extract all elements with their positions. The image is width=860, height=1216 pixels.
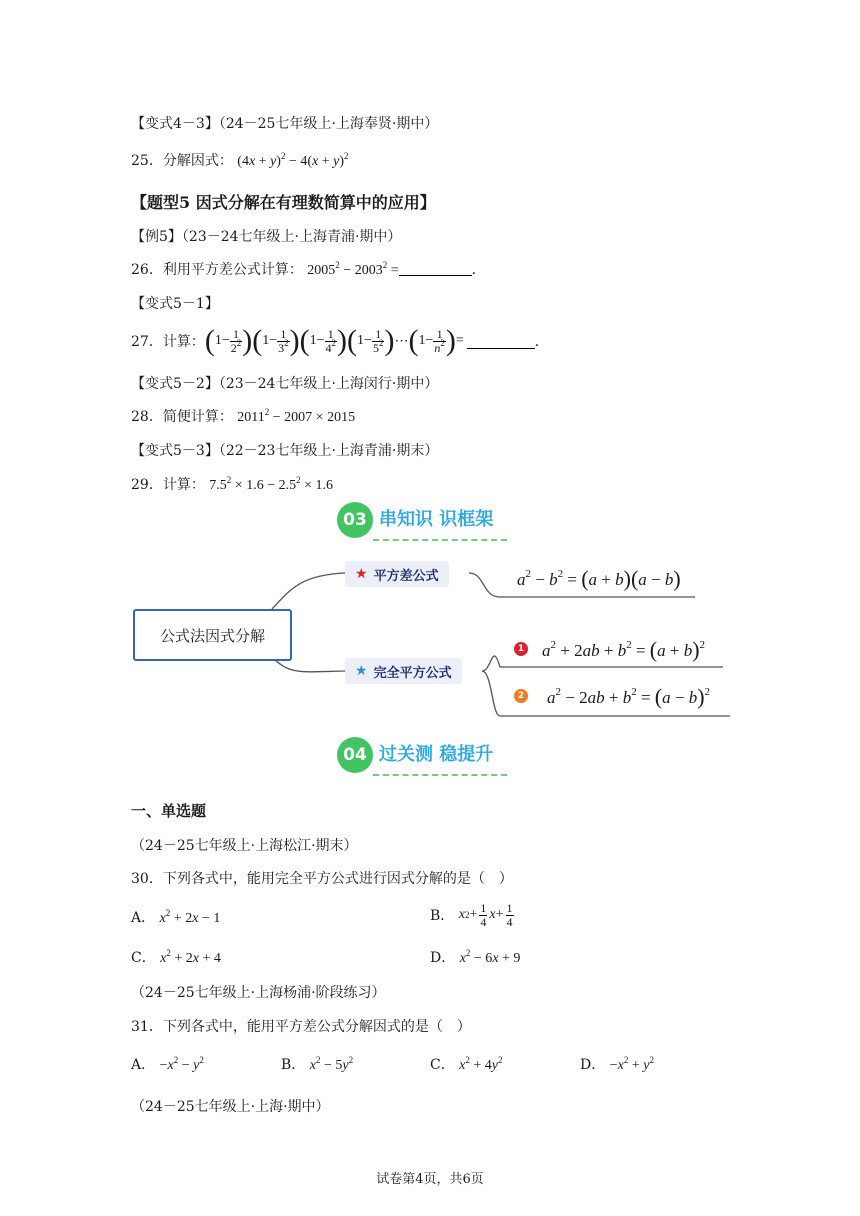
q30-option-c[interactable]: C． $x^2 + 2x + 4$ [131, 948, 221, 966]
part-title: 一、单选题 [131, 802, 207, 820]
variant-5-1: 【变式5－1】 [131, 296, 219, 312]
mindmap-root: 公式法因式分解 [133, 609, 292, 661]
q25-tag: 【变式4－3】（24－25七年级上·上海奉贤·期中） [131, 116, 439, 132]
q31-option-d[interactable]: D． $-x^2 + y^2$ [580, 1055, 654, 1073]
formula-perfect-square-plus: $a^2 + 2ab + b^2 = (a + b)^2$ [542, 637, 706, 662]
q28: 28．简便计算： $2011^2 - 2007 \times 2015$ [131, 407, 356, 425]
mindmap-branch-perfect-square: ★ 完全平方公式 [345, 658, 462, 684]
q30-option-a[interactable]: A． $x^2 + 2x - 1$ [131, 908, 221, 926]
variant-5-2: 【变式5－2】（23－24七年级上·上海闵行·期中） [131, 376, 439, 392]
q30-source: （24－25七年级上·上海松江·期末） [131, 838, 358, 854]
q30-option-d[interactable]: D． $x^2 - 6x + 9$ [430, 948, 521, 966]
q31-option-a[interactable]: A． $-x^2 - y^2$ [131, 1055, 204, 1073]
q32-source: （24－25七年级上·上海·期中） [131, 1099, 330, 1115]
formula-difference-of-squares: $a^2 - b^2 = (a + b)(a - b)$ [517, 566, 681, 591]
number-1-icon: 1 [514, 642, 528, 656]
variant-5-3: 【变式5－3】（22－23七年级上·上海青浦·期末） [131, 443, 439, 459]
section-title: 过关测 稳提升 [379, 740, 493, 770]
q31-option-c[interactable]: C． $x^2 + 4y^2$ [430, 1055, 503, 1073]
q26: 26．利用平方差公式计算： $2005^2 - 2003^2$ = ． [131, 260, 486, 278]
page-footer: 试卷第4页，共6页 [376, 1172, 484, 1187]
star-icon: ★ [355, 663, 368, 679]
section-badge: 03 [337, 502, 373, 538]
example5-tag: 【例5】（23－24七年级上·上海青浦·期中） [131, 229, 402, 245]
q31-source: （24－25七年级上·上海杨浦·阶段练习） [131, 985, 386, 1001]
number-2-icon: 2 [514, 689, 528, 703]
q25: 25．分解因式： $(4x + y)^2 - 4(x + y)^2$ [131, 151, 349, 169]
section-header-04 [337, 737, 493, 773]
type5-heading: 【题型5 因式分解在有理数简算中的应用】 [131, 193, 436, 212]
formula-perfect-square-minus: $a^2 - 2ab + b^2 = (a - b)^2$ [547, 684, 711, 709]
q31-stem: 31．下列各式中，能用平方差公式分解因式的是（ ） [131, 1019, 471, 1035]
q30-stem: 30．下列各式中，能用完全平方公式进行因式分解的是（ ） [131, 871, 513, 887]
mindmap-branch-difference-of-squares: ★ 平方差公式 [345, 561, 449, 587]
q29: 29．计算： $7.5^2 \times 1.6 - 2.5^2 \times 1.6$ [131, 475, 333, 493]
q27: 27． 计算： ( 1− $\frac{1}{2^2}$ ) ( 1− $\frac{1}{3^2}$ ) ( 1− $\frac{1}{4^2}$ ) ( 1− $\frac{1}{5^2}$ ) ⋯ ( 1− $\frac{1}{n^2}$ ) = ． [131, 324, 549, 357]
section-title: 串知识 识框架 [379, 505, 493, 535]
q30-option-b[interactable]: B． x 2 + $\frac{1}{4}$ x + $\frac{1}{4}$ [430, 900, 513, 929]
star-icon: ★ [355, 566, 368, 582]
q31-option-b[interactable]: B． $x^2 - 5y^2$ [281, 1055, 354, 1073]
section-badge: 04 [337, 737, 373, 773]
